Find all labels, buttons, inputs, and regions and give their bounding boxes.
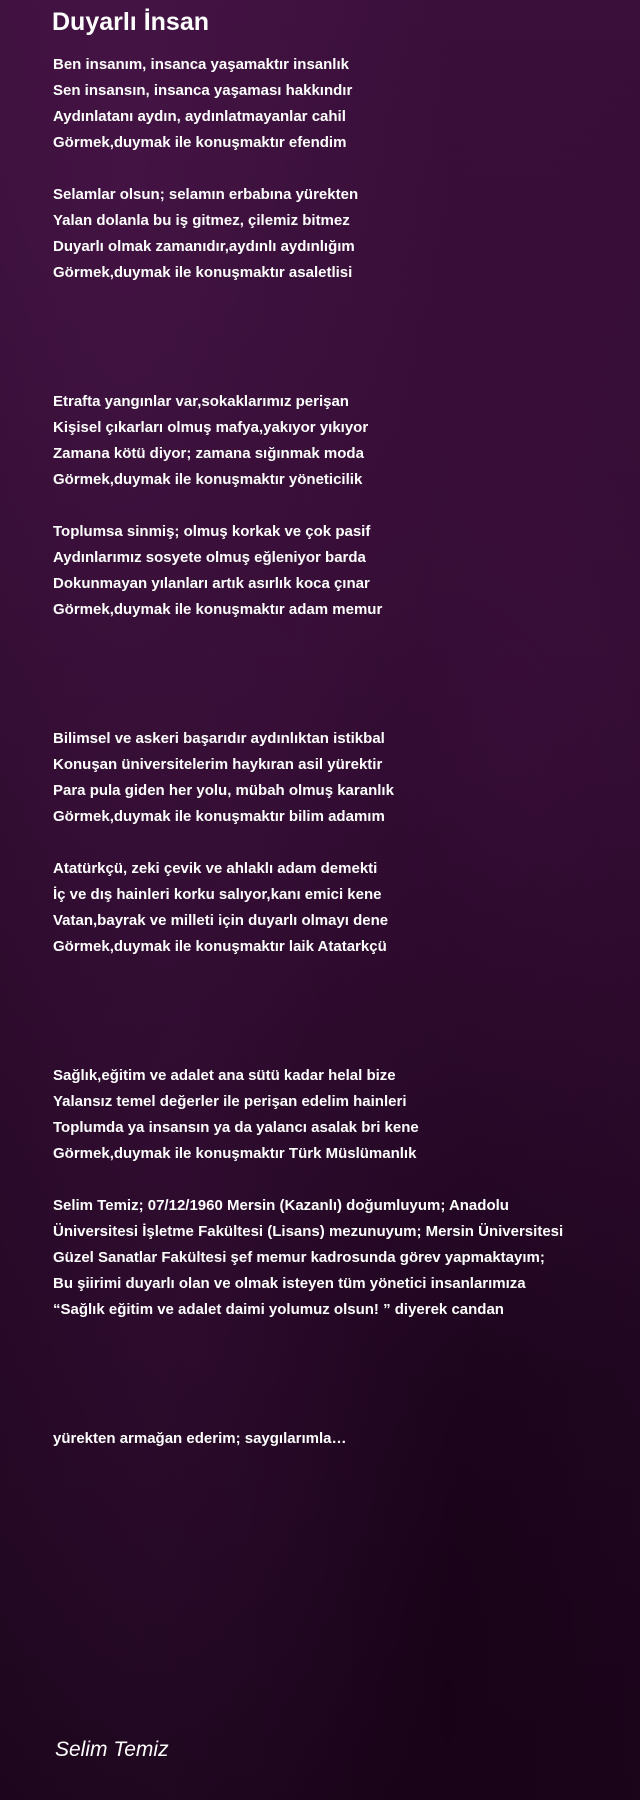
- poem-line: Görmek,duymak ile konuşmaktır bilim adamım: [53, 808, 385, 825]
- section-gap: [53, 960, 633, 1063]
- poem-line: Ben insanım, insanca yaşamaktır insanlık: [53, 56, 349, 73]
- stanza-gap: [53, 493, 633, 519]
- stanza-gap: [53, 830, 633, 856]
- poem-line: Görmek,duymak ile konuşmaktır adam memur: [53, 601, 383, 618]
- poem-line: Sen insansın, insanca yaşaması hakkındır: [53, 82, 353, 99]
- poem-line: Selamlar olsun; selamın erbabına yürekten: [53, 186, 359, 203]
- poem-line: Toplumda ya insansın ya da yalancı asalak bri kene: [53, 1119, 419, 1136]
- poem-author: Selim Temiz: [55, 1738, 169, 1761]
- poem-line: Kişisel çıkarları olmuş mafya,yakıyor yıkıyor: [53, 419, 369, 436]
- poem-line: Vatan,bayrak ve milleti için duyarlı olmayı dene: [53, 912, 389, 929]
- poem-line: Toplumsa sinmiş; olmuş korkak ve çok pasif: [53, 523, 371, 540]
- stanza: [53, 726, 633, 830]
- stanza: [53, 1426, 633, 1452]
- poem-line: Aydınlarımız sosyete olmuş eğleniyor barda: [53, 549, 366, 566]
- poem-line: Görmek,duymak ile konuşmaktır asaletlisi: [53, 264, 353, 281]
- stanza: [53, 52, 633, 156]
- stanza: [53, 389, 633, 493]
- poem-line: Yalan dolanla bu iş gitmez, çilemiz bitmez: [53, 212, 350, 229]
- stanza-gap: [53, 1167, 633, 1193]
- poem-line: Görmek,duymak ile konuşmaktır yöneticilik: [53, 471, 363, 488]
- poem-line: Atatürkçü, zeki çevik ve ahlaklı adam demekti: [53, 860, 378, 877]
- poem-line: Konuşan üniversitelerim haykıran asil yürektir: [53, 756, 383, 773]
- section-gap: [53, 623, 633, 726]
- poem-line: Bu şiirimi duyarlı olan ve olmak isteyen tüm yönetici insanlarımıza: [53, 1275, 526, 1292]
- poem-line: Zamana kötü diyor; zamana sığınmak moda: [53, 445, 364, 462]
- poem-line: Selim Temiz; 07/12/1960 Mersin (Kazanlı) doğumluyum; Anadolu: [53, 1197, 509, 1214]
- poem-line: Duyarlı olmak zamanıdır,aydınlı aydınlığım: [53, 238, 355, 255]
- poem-line: Görmek,duymak ile konuşmaktır efendim: [53, 134, 347, 151]
- stanza: [53, 856, 633, 960]
- poem-line: Üniversitesi İşletme Fakültesi (Lisans) mezunuyum; Mersin Üniversitesi: [53, 1223, 564, 1240]
- poem-line: Para pula giden her yolu, mübah olmuş karanlık: [53, 782, 394, 799]
- poem-line: Etrafta yangınlar var,sokaklarımız perişan: [53, 393, 349, 410]
- poem-line: Görmek,duymak ile konuşmaktır Türk Müslümanlık: [53, 1145, 417, 1162]
- poem-line: Bilimsel ve askeri başarıdır aydınlıktan istikbal: [53, 730, 385, 747]
- section-gap: [53, 1323, 633, 1426]
- stanza-gap: [53, 156, 633, 182]
- poem-line: yürekten armağan ederim; saygılarımla…: [53, 1430, 347, 1447]
- stanza: [53, 1063, 633, 1167]
- poem-line: İç ve dış hainleri korku salıyor,kanı emici kene: [53, 886, 382, 903]
- stanza: [53, 519, 633, 623]
- poem-line: Aydınlatanı aydın, aydınlatmayanlar cahil: [53, 108, 346, 125]
- poem-line: “Sağlık eğitim ve adalet daimi yolumuz olsun! ” diyerek candan: [53, 1301, 504, 1318]
- poem-line: Güzel Sanatlar Fakültesi şef memur kadrosunda görev yapmaktayım;: [53, 1249, 545, 1266]
- section-gap: [53, 286, 633, 389]
- poem-line: Dokunmayan yılanları artık asırlık koca çınar: [53, 575, 370, 592]
- poem-line: Görmek,duymak ile konuşmaktır laik Atatarkçü: [53, 938, 387, 955]
- stanza: [53, 1193, 633, 1323]
- poem-line: Sağlık,eğitim ve adalet ana sütü kadar helal bize: [53, 1067, 396, 1084]
- poem-line: Yalansız temel değerler ile perişan edelim hainleri: [53, 1093, 407, 1110]
- poem-title: Duyarlı İnsan: [52, 8, 209, 36]
- poem-body: [53, 52, 633, 1452]
- stanza: [53, 182, 633, 286]
